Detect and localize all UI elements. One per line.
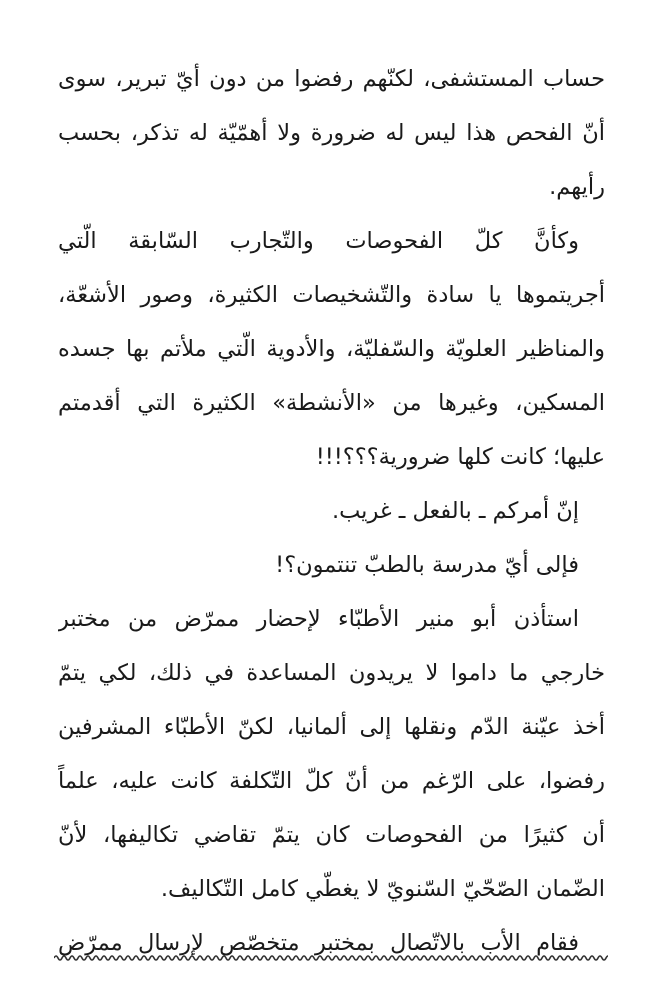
- text-line: إنّ أمركم ـ بالفعل ـ غريب.: [331, 498, 579, 524]
- text-line: والمناظير العلويّة والسّفليّة، والأدوية الّتي ملأتم بها جسده: [58, 336, 605, 362]
- text-line: حساب المستشفى، لكنّهم رفضوا من دون أيّ تبرير، سوى: [58, 66, 605, 92]
- text-line: المسكين، وغيرها من «الأنشطة» الكثيرة التي أقدمتم: [58, 390, 605, 416]
- wavy-divider: [54, 951, 608, 965]
- text-line: رفضوا، على الرّغم من أنّ كلّ التّكلفة كانت عليه، علماً: [58, 768, 605, 794]
- text-line: استأذن أبو منير الأطبّاء لإحضار ممرّض من مختبر: [58, 606, 579, 632]
- text-line: الضّمان الصّحّيّ السّنويّ لا يغطّي كامل التّكاليف.: [160, 876, 605, 902]
- text-line: فإلى أيّ مدرسة بالطبّ تنتمون؟!: [275, 552, 579, 578]
- text-line: أجريتموها يا سادة والتّشخيصات الكثيرة، وصور الأشعّة،: [58, 282, 605, 308]
- text-line: أنّ الفحص هذا ليس له ضرورة ولا أهمّيّة له تذكر، بحسب: [58, 120, 605, 146]
- text-line: رأيهم.: [549, 174, 605, 200]
- text-line: عليها؛ كانت كلها ضرورية؟؟؟!!!: [315, 444, 605, 470]
- text-line: وكأنَّ كلّ الفحوصات والتّجارب السّابقة الّتي: [58, 228, 579, 254]
- text-line: فقام الأب بالاتّصال بمختبر متخصّص لإرسال ممرّض: [58, 930, 579, 956]
- text-line: أخذ عيّنة الدّم ونقلها إلى ألمانيا، لكنّ الأطبّاء المشرفين: [58, 714, 605, 740]
- text-line: خارجي ما داموا لا يريدون المساعدة في ذلك، لكي يتمّ: [58, 660, 605, 686]
- text-line: أن كثيرًا من الفحوصات كان يتمّ تقاضي تكاليفها، لأنّ: [58, 822, 605, 848]
